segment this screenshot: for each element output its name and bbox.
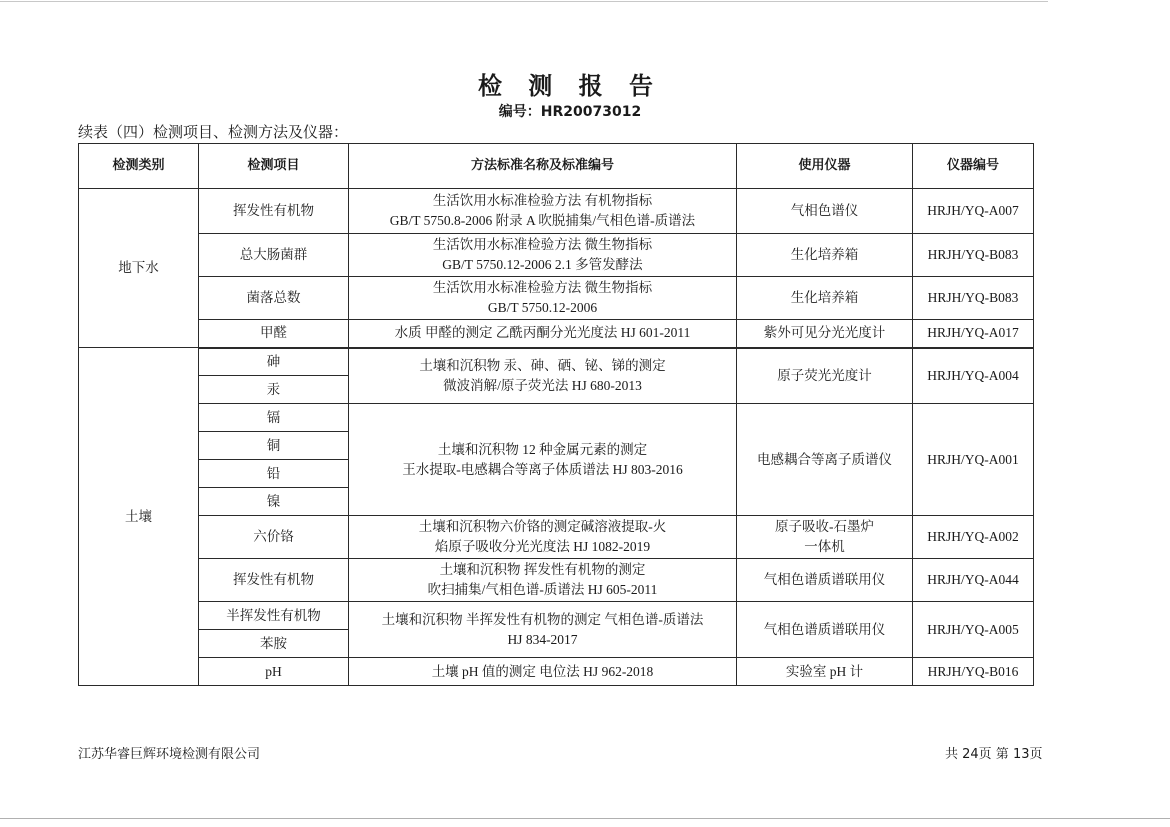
instrument-cell: 实验室 pH 计	[737, 658, 913, 686]
method-cell	[349, 602, 737, 658]
instrument-cell: 气相色谱质谱联用仪	[737, 602, 913, 658]
method-line: 生活饮用水标准检验方法 微生物指标	[432, 237, 653, 252]
method-line: 土壤和沉积物六价铬的测定碱溶液提取-火	[418, 519, 667, 534]
code-cell: HRJH/YQ-B083	[913, 277, 1034, 320]
item-cell: 砷	[199, 348, 349, 376]
item-cell: 铅	[199, 460, 349, 488]
table-header-row	[79, 144, 1034, 189]
item-cell: 镍	[199, 488, 349, 516]
method-line: HJ 834-2017	[507, 631, 578, 647]
instrument-cell: 紫外可见分光光度计	[737, 320, 913, 348]
code-cell: HRJH/YQ-B016	[913, 658, 1034, 686]
method-cell: 水质 甲醛的测定 乙酰丙酮分光光度法 HJ 601-2011	[349, 320, 737, 348]
category-cell: 土壤	[79, 348, 199, 686]
method-line: 土壤和沉积物 12 种金属元素的测定	[437, 441, 648, 457]
test-items-table	[78, 143, 1034, 686]
item-cell: pH	[199, 658, 349, 686]
instrument-line: 原子吸收-石墨炉	[775, 519, 874, 534]
item-cell: 半挥发性有机物	[199, 602, 349, 630]
table-row	[79, 189, 1034, 234]
item-cell: 汞	[199, 376, 349, 404]
item-cell: 菌落总数	[199, 277, 349, 320]
item-cell: 总大肠菌群	[199, 234, 349, 277]
col-header-item: 检测项目	[199, 144, 349, 189]
method-line: GB/T 5750.12-2006	[487, 300, 598, 315]
method-cell	[349, 348, 737, 404]
method-line: 土壤和沉积物 挥发性有机物的测定	[439, 562, 646, 577]
col-header-method: 方法标准名称及标准编号	[349, 144, 737, 189]
instrument-cell: 生化培养箱	[737, 277, 913, 320]
method-line: 吹扫捕集/气相色谱-质谱法 HJ 605-2011	[427, 582, 658, 597]
method-line: 生活饮用水标准检验方法 有机物指标	[432, 193, 653, 208]
bottom-rule	[0, 818, 1170, 819]
method-line: 微波消解/原子荧光法 HJ 680-2013	[443, 377, 642, 393]
method-line: 生活饮用水标准检验方法 微生物指标	[432, 280, 653, 295]
method-line: 土壤和沉积物 汞、砷、硒、铋、锑的测定	[419, 357, 666, 373]
table-row	[79, 277, 1034, 320]
code-cell: HRJH/YQ-A004	[913, 348, 1034, 404]
table-row	[79, 404, 1034, 432]
method-cell	[349, 559, 737, 602]
code-cell: HRJH/YQ-A007	[913, 189, 1034, 234]
col-header-code: 仪器编号	[913, 144, 1034, 189]
report-number: 编号：HR20073012	[498, 104, 642, 120]
code-cell: HRJH/YQ-A001	[913, 404, 1034, 516]
code-cell: HRJH/YQ-A044	[913, 559, 1034, 602]
item-cell: 挥发性有机物	[199, 189, 349, 234]
method-cell	[349, 404, 737, 516]
code-cell: HRJH/YQ-A005	[913, 602, 1034, 658]
item-cell: 挥发性有机物	[199, 559, 349, 602]
item-cell: 镉	[199, 404, 349, 432]
method-cell	[349, 234, 737, 277]
table-row	[79, 348, 1034, 376]
instrument-cell	[737, 516, 913, 559]
method-cell	[349, 277, 737, 320]
method-line: 焰原子吸收分光光度法 HJ 1082-2019	[434, 539, 651, 554]
method-line: GB/T 5750.8-2006 附录 A 吹脱捕集/气相色谱-质谱法	[389, 213, 696, 228]
table-row	[79, 658, 1034, 686]
top-rule	[0, 1, 1048, 2]
instrument-cell: 气相色谱仪	[737, 189, 913, 234]
item-cell: 六价铬	[199, 516, 349, 559]
instrument-cell: 生化培养箱	[737, 234, 913, 277]
item-cell: 苯胺	[199, 630, 349, 658]
table-row	[79, 320, 1034, 348]
table-row	[79, 602, 1034, 630]
category-cell: 地下水	[79, 189, 199, 348]
code-cell: HRJH/YQ-A017	[913, 320, 1034, 348]
method-line: 王水提取-电感耦合等离子体质谱法 HJ 803-2016	[402, 461, 683, 477]
footer-page-number: 共 24页 第 13页	[945, 747, 1043, 762]
code-cell: HRJH/YQ-A002	[913, 516, 1034, 559]
instrument-line: 一体机	[804, 539, 845, 554]
method-line: 土壤和沉积物 半挥发性有机物的测定 气相色谱-质谱法	[381, 611, 704, 627]
table-row	[79, 234, 1034, 277]
table-caption: 续表（四）检测项目、检测方法及仪器：	[78, 123, 349, 141]
instrument-cell: 原子荧光光度计	[737, 348, 913, 404]
code-cell: HRJH/YQ-B083	[913, 234, 1034, 277]
col-header-category: 检测类别	[79, 144, 199, 189]
item-cell: 甲醛	[199, 320, 349, 348]
col-header-instrument: 使用仪器	[737, 144, 913, 189]
instrument-cell: 气相色谱质谱联用仪	[737, 559, 913, 602]
method-cell	[349, 189, 737, 234]
table-row	[79, 559, 1034, 602]
table-row	[79, 516, 1034, 559]
instrument-cell: 电感耦合等离子质谱仪	[737, 404, 913, 516]
method-cell: 土壤 pH 值的测定 电位法 HJ 962-2018	[349, 658, 737, 686]
footer-company: 江苏华睿巨辉环境检测有限公司	[78, 747, 261, 762]
item-cell: 铜	[199, 432, 349, 460]
report-title: 检 测 报 告	[477, 72, 663, 100]
method-line: GB/T 5750.12-2006 2.1 多管发酵法	[442, 257, 643, 272]
method-cell	[349, 516, 737, 559]
